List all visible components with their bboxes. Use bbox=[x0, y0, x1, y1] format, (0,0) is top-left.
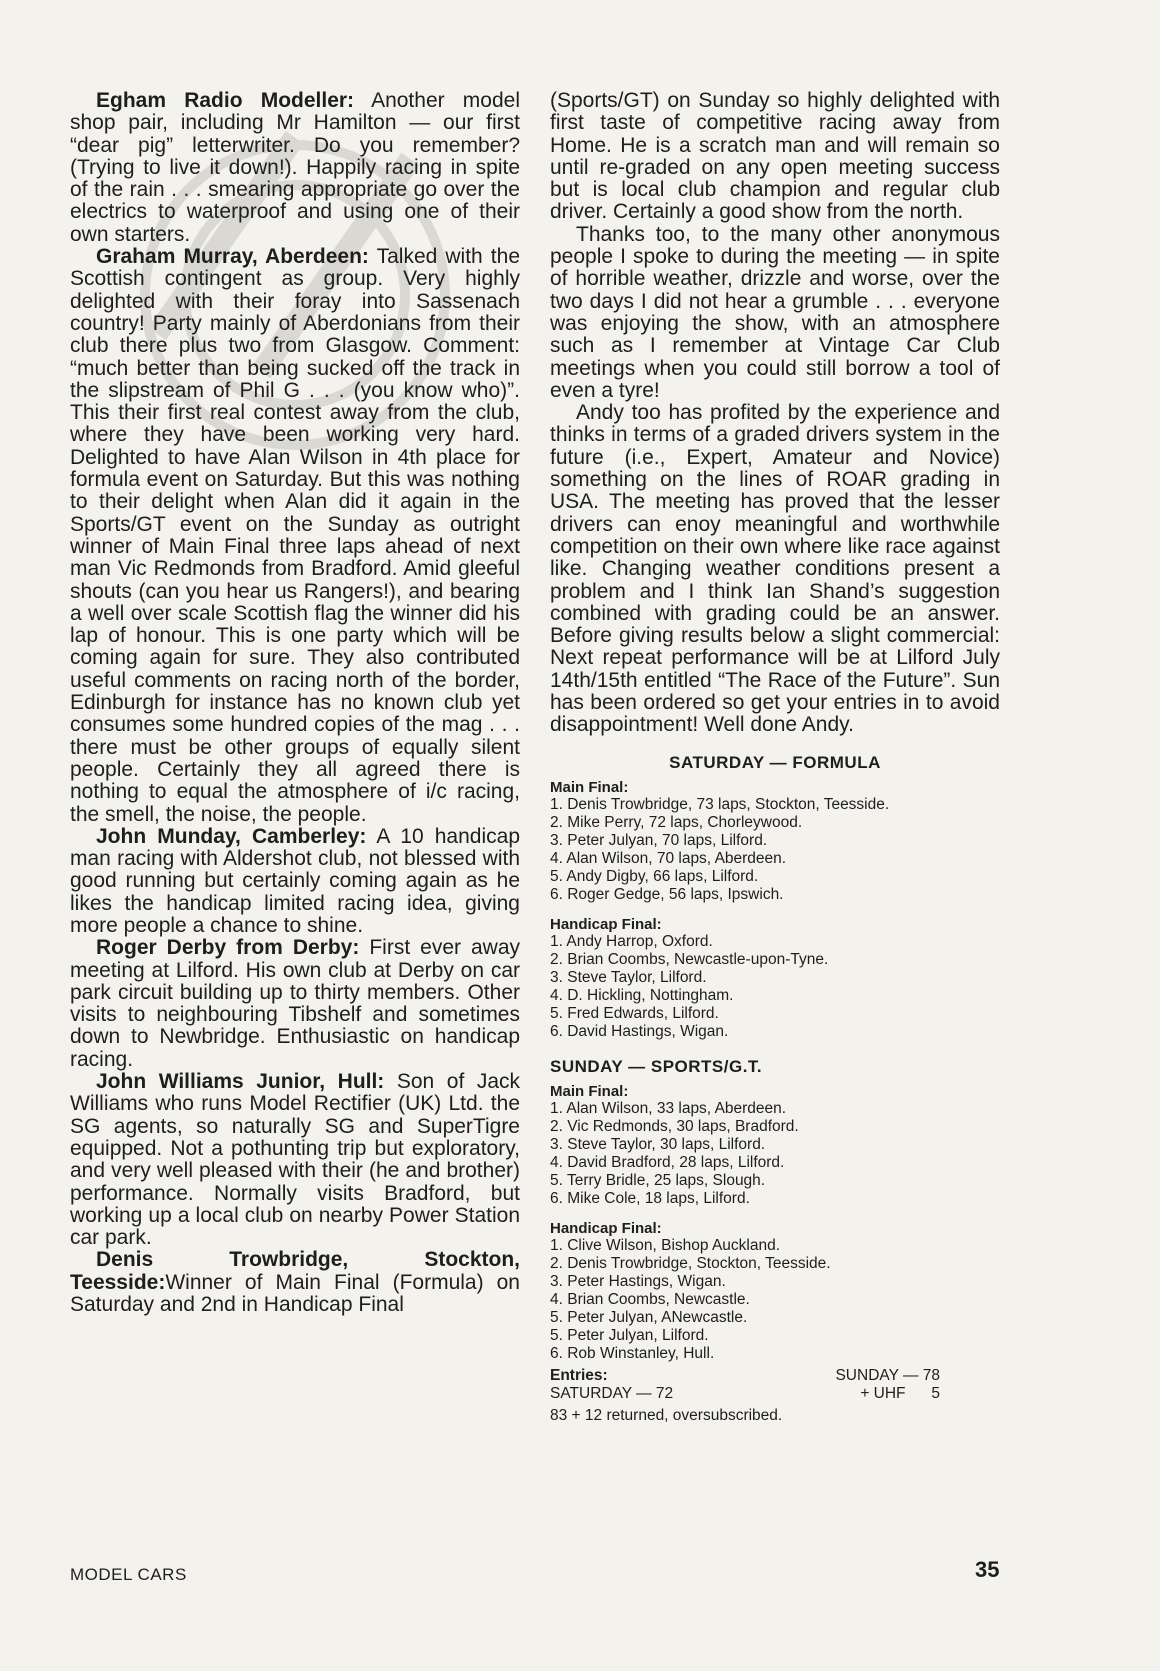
paragraph-continuation: (Sports/GT) on Sunday so highly delighted with first taste of competitive racing away from Home. He is a scratch man and will remain so until re-graded on any open meeting success but is local club champion and regular club driver. Certainly a good show from the north. bbox=[550, 89, 1000, 224]
list-item: 3. Peter Julyan, 70 laps, Lilford. bbox=[550, 831, 768, 849]
list-item: 3. Steve Taylor, Lilford. bbox=[550, 968, 707, 986]
lead-john-williams: John Williams Junior, Hull: bbox=[96, 1070, 385, 1094]
paragraph-andy: Andy too has profited by the experience and thinks in terms of a graded drivers system in the future (i.e., Expert, Amateur and Novice) something on the lines of ROAR grading in USA. The meeting has proved that the lesser drivers can enoy meaningful and worthwhile competition on their own where like race against like. Changing weather conditions present a problem and I think Ian Shand’s suggestion combined with grading could be an answer. Before giving results below a slight commercial: Next repeat performance will be at Lilford July 14th/15th entitled “The Race of the Future”. Sun has been ordered so get your entries in to avoid disappointment! Well done Andy. bbox=[550, 401, 1000, 737]
list-item: 5. Terry Bridle, 25 laps, Slough. bbox=[550, 1171, 766, 1189]
list-item: 4. David Bradford, 28 laps, Lilford. bbox=[550, 1153, 785, 1171]
list-item: 2. Mike Perry, 72 laps, Chorleywood. bbox=[550, 813, 803, 831]
list-item: 5. Peter Julyan, ANewcastle. bbox=[550, 1308, 748, 1326]
paragraph-john-munday bbox=[70, 826, 520, 937]
paragraph-egham bbox=[70, 90, 520, 246]
lead-roger-derby: Roger Derby from Derby: bbox=[96, 936, 360, 960]
list-item: 6. David Hastings, Wigan. bbox=[550, 1022, 729, 1040]
saturday-handicap-final-label: Handicap Final: bbox=[550, 915, 662, 933]
text-john-williams: Son of Jack Williams who runs Model Rectifier (UK) Ltd. the SG agents, so naturally SG and SuperTigre equipped. Not a pothunting trip but exploratory, and very well pleased with their (he and brother) performance. Normally visits Bradford, but working up a local club on nearby Power Station car park. bbox=[70, 1070, 521, 1250]
paragraph-thanks: Thanks too, to the many other anonymous people I spoke to during the meeting — in spite of horrible weather, drizzle and worse, over the two days I did not hear a grumble . . . everyone was enjoying the show, with an atmosphere such as I remember at Vintage Car Club meetings when you could still borrow a tool of even a tyre! bbox=[550, 222, 1000, 402]
list-item: 3. Steve Taylor, 30 laps, Lilford. bbox=[550, 1135, 766, 1153]
sunday-handicap-final-list bbox=[550, 1237, 1000, 1363]
lead-denis-trowbridge: Denis Trowbridge, Stockton, Teesside: bbox=[70, 1248, 520, 1294]
right-column-text bbox=[550, 90, 1000, 737]
paragraph-denis-trowbridge bbox=[70, 1249, 520, 1316]
list-item: 5. Andy Digby, 66 laps, Lilford. bbox=[550, 867, 759, 885]
list-item: 1. Alan Wilson, 33 laps, Aberdeen. bbox=[550, 1099, 787, 1117]
list-item: 1. Denis Trowbridge, 73 laps, Stockton, Teesside. bbox=[550, 795, 890, 813]
saturday-main-final-list bbox=[550, 796, 1000, 904]
list-item: 1. Clive Wilson, Bishop Auckland. bbox=[550, 1236, 781, 1254]
list-item: 6. Mike Cole, 18 laps, Lilford. bbox=[550, 1189, 750, 1207]
saturday-heading: SATURDAY — FORMULA bbox=[669, 752, 881, 772]
text-john-munday: A 10 handicap man racing with Aldershot club, not blessed with good running but certainly coming again as he likes the handicap limited racing idea, giving more people a chance to shine. bbox=[70, 824, 520, 937]
paragraph-graham-murray bbox=[70, 246, 520, 826]
entries-block bbox=[550, 1367, 1000, 1425]
sunday-main-final-label: Main Final: bbox=[550, 1082, 629, 1100]
entries-total: 83 + 12 returned, oversubscribed. bbox=[550, 1406, 783, 1424]
list-item: 2. Vic Redmonds, 30 laps, Bradford. bbox=[550, 1117, 799, 1135]
saturday-handicap-final-list bbox=[550, 933, 1000, 1041]
saturday-main-final-label: Main Final: bbox=[550, 778, 629, 796]
entries-label: Entries: bbox=[550, 1366, 608, 1384]
entries-saturday: SATURDAY — 72 bbox=[550, 1384, 674, 1402]
list-item: 6. Rob Winstanley, Hull. bbox=[550, 1344, 715, 1362]
list-item: 5. Peter Julyan, Lilford. bbox=[550, 1326, 709, 1344]
list-item: 4. Alan Wilson, 70 laps, Aberdeen. bbox=[550, 849, 787, 867]
entries-sunday: SUNDAY — 78 bbox=[835, 1366, 940, 1384]
left-column bbox=[70, 90, 520, 1316]
text-roger-derby: First ever away meeting at Lilford. His own club at Derby on car park circuit building up to thirty members. Other visits to neighbouring Tibshelf and sometimes down to Newbridge. Enthusiastic on handicap racing. bbox=[70, 936, 520, 1071]
list-item: 3. Peter Hastings, Wigan. bbox=[550, 1272, 726, 1290]
list-item: 4. D. Hickling, Nottingham. bbox=[550, 986, 734, 1004]
sunday-heading: SUNDAY — SPORTS/G.T. bbox=[550, 1056, 763, 1076]
paragraph-roger-derby bbox=[70, 937, 520, 1071]
list-item: 5. Fred Edwards, Lilford. bbox=[550, 1004, 719, 1022]
list-item: 4. Brian Coombs, Newcastle. bbox=[550, 1290, 750, 1308]
right-column bbox=[550, 90, 1000, 1425]
list-item: 6. Roger Gedge, 56 laps, Ipswich. bbox=[550, 885, 784, 903]
paragraph-john-williams bbox=[70, 1071, 520, 1249]
text-denis-trowbridge: Winner of Main Final (Formula) on Saturday and 2nd in Handicap Final bbox=[70, 1270, 520, 1317]
sunday-handicap-final-label: Handicap Final: bbox=[550, 1219, 662, 1237]
list-item: 2. Brian Coombs, Newcastle-upon-Tyne. bbox=[550, 950, 829, 968]
text-graham-murray: Talked with the Scottish contingent as group. Very highly delighted with their foray into Sassenach country! Party mainly of Aberdonians from their club there plus two from Glasgow. Comment: “much better than being sucked off the track in the slipstream of Phil G . . . (you know who)”. This their first real contest away from the club, where they have been working very hard. Delighted to have Alan Wilson in 4th place for formula event on Saturday. But this was nothing to their delight when Alan did it again in the Sports/GT event on the Sunday as outright winner of Main Final three laps ahead of next man Vic Redmonds from Bradford. Amid gleeful shouts (can you hear us Rangers!), and bearing a well over scale Scottish flag the winner did his lap of honour. This is one party which will be coming again for sure. They also contributed useful comments on racing north of the border, Edinburgh for instance has no known club yet consumes some hundred copies of the mag . . . there must be other groups of equally silent people. Certainly they all agreed there is nothing to equal the atmosphere of i/c racing, the smell, the noise, the people. bbox=[70, 245, 521, 826]
magazine-name: MODEL CARS bbox=[70, 1565, 187, 1584]
text-egham: Another model shop pair, including Mr Hamilton — our first “dear pig” letterwriter. Do you remember? (Trying to live it down!). Happily racing in spite of the rain . . . smearing appropriate go over the electrics to waterproof and using one of their own starters. bbox=[70, 89, 520, 246]
lead-graham-murray: Graham Murray, Aberdeen: bbox=[96, 245, 369, 269]
lead-john-munday: John Munday, Camberley: bbox=[96, 824, 367, 848]
sunday-main-final-list bbox=[550, 1100, 1000, 1208]
entries-uhf: + UHF 5 bbox=[860, 1384, 940, 1402]
lead-egham: Egham Radio Modeller: bbox=[96, 89, 355, 112]
list-item: 1. Andy Harrop, Oxford. bbox=[550, 932, 713, 950]
list-item: 2. Denis Trowbridge, Stockton, Teesside. bbox=[550, 1254, 831, 1272]
page-number: 35 bbox=[975, 1557, 1000, 1582]
